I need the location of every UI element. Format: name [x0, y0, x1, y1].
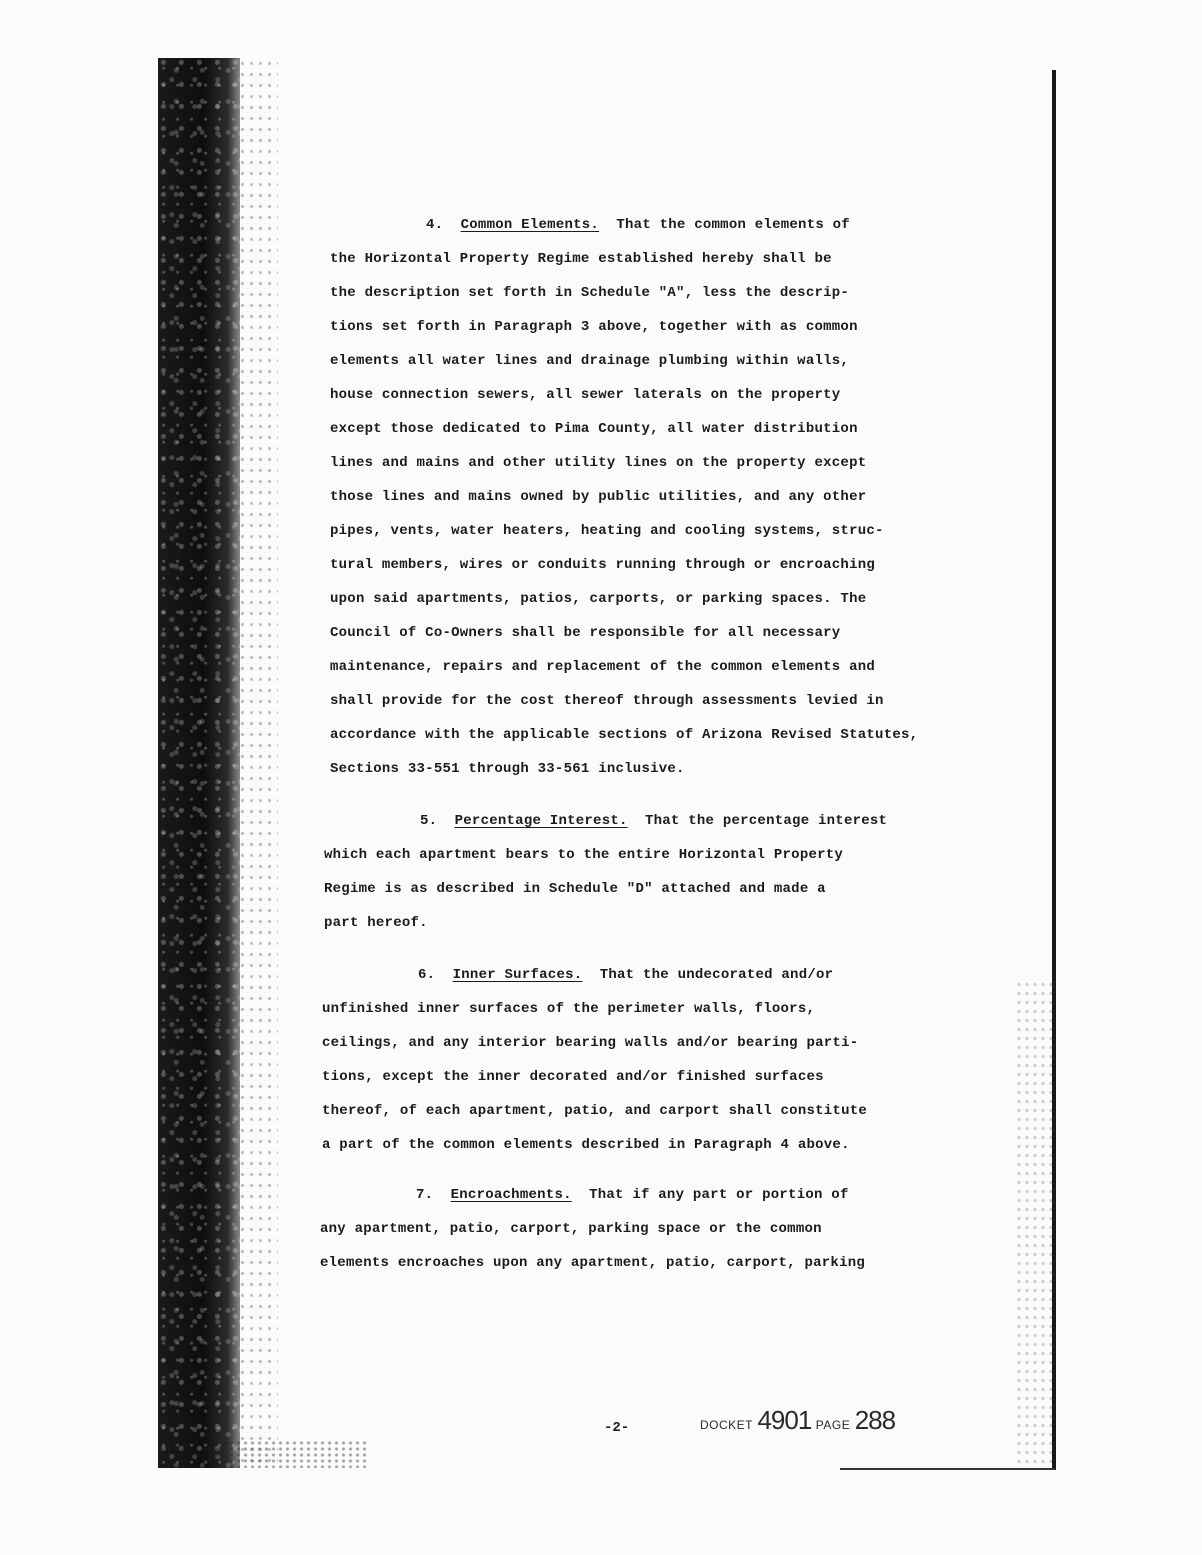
paragraph-text: That the percentage interest	[644, 813, 888, 829]
docket-stamp	[700, 1405, 895, 1436]
paragraph-line: elements all water lines and drainage plumbing within walls,	[330, 353, 850, 369]
paragraph-line: accordance with the applicable sections of Arizona Revised Statutes,	[330, 727, 919, 743]
scan-binding-edge	[158, 58, 240, 1468]
paragraph-line: shall provide for the cost thereof through assessments levied in	[330, 693, 884, 709]
scan-noise-right	[1015, 980, 1055, 1470]
paragraph-line: upon said apartments, patios, carports, or parking spaces. The	[330, 591, 867, 607]
paragraph-line: elements encroaches upon any apartment, patio, carport, parking	[320, 1255, 866, 1271]
paragraph-first-line	[330, 208, 918, 242]
docket-label: DOCKET	[700, 1418, 754, 1432]
paragraph-line: Sections 33-551 through 33-561 inclusive.	[330, 761, 685, 777]
page-ref: 288	[854, 1405, 896, 1435]
paragraph-7	[320, 1178, 865, 1280]
paragraph-heading: Encroachments.	[450, 1187, 572, 1203]
paragraph-line: Council of Co-Owners shall be responsible for all necessary	[330, 625, 841, 641]
paragraph-first-line	[324, 804, 887, 838]
paragraph-first-line	[320, 1178, 865, 1212]
paragraph-heading: Common Elements.	[460, 217, 600, 233]
paragraph-line: tural members, wires or conduits running through or encroaching	[330, 557, 876, 573]
paragraph-line: tions set forth in Paragraph 3 above, together with as common	[330, 319, 858, 335]
page-label: PAGE	[815, 1418, 851, 1432]
paragraph-5	[324, 804, 887, 940]
docket-number: 4901	[757, 1405, 812, 1435]
paragraph-number: 5.	[420, 813, 438, 829]
paragraph-6	[322, 958, 867, 1162]
paragraph-text: That the common elements of	[616, 217, 850, 233]
paragraph-line: thereof, of each apartment, patio, and carport shall constitute	[322, 1103, 868, 1119]
paragraph-4	[330, 208, 918, 786]
paragraph-line: unfinished inner surfaces of the perimeter walls, floors,	[322, 1001, 816, 1017]
paragraph-line: Regime is as described in Schedule "D" attached and made a	[324, 881, 826, 897]
paragraph-number: 4.	[426, 217, 444, 233]
paragraph-line: which each apartment bears to the entire Horizontal Property	[324, 847, 844, 863]
paragraph-line: except those dedicated to Pima County, all water distribution	[330, 421, 858, 437]
paragraph-line: tions, except the inner decorated and/or finished surfaces	[322, 1069, 824, 1085]
paragraph-line: house connection sewers, all sewer laterals on the property	[330, 387, 841, 403]
scan-noise-bottom	[158, 1440, 368, 1468]
paragraph-line: a part of the common elements described in Paragraph 4 above.	[322, 1137, 850, 1153]
paragraph-line: any apartment, patio, carport, parking space or the common	[320, 1221, 822, 1237]
paragraph-number: 7.	[416, 1187, 434, 1203]
scan-noise	[238, 58, 278, 1468]
paragraph-heading: Percentage Interest.	[454, 813, 628, 829]
paragraph-line: lines and mains and other utility lines on the property except	[330, 455, 867, 471]
paragraph-line: the description set forth in Schedule "A", less the descrip-	[330, 285, 850, 301]
page-number: -2-	[604, 1420, 630, 1436]
paragraph-line: ceilings, and any interior bearing walls and/or bearing parti-	[322, 1035, 859, 1051]
paragraph-text: That if any part or portion of	[589, 1187, 849, 1203]
paragraph-line: the Horizontal Property Regime established hereby shall be	[330, 251, 832, 267]
paragraph-heading: Inner Surfaces.	[452, 967, 583, 983]
paragraph-first-line	[322, 958, 867, 992]
paragraph-line: part hereof.	[324, 915, 428, 931]
paragraph-line: pipes, vents, water heaters, heating and cooling systems, struc-	[330, 523, 884, 539]
paragraph-line: those lines and mains owned by public utilities, and any other	[330, 489, 867, 505]
paragraph-line: maintenance, repairs and replacement of the common elements and	[330, 659, 876, 675]
paragraph-text: That the undecorated and/or	[599, 967, 834, 983]
bottom-rule	[840, 1468, 1055, 1470]
paragraph-number: 6.	[418, 967, 436, 983]
